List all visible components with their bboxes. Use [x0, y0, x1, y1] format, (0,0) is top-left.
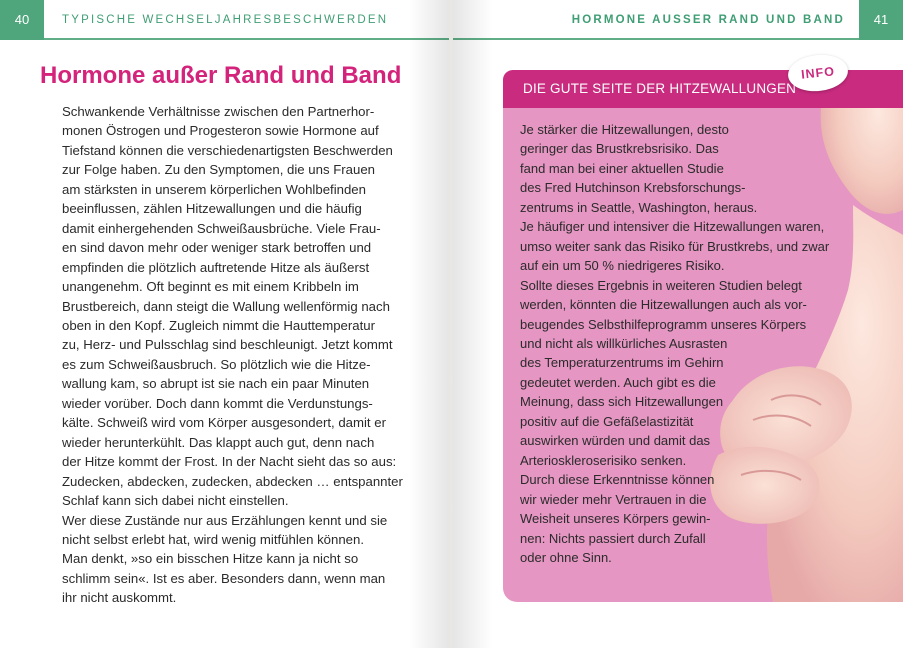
- body-text-line: ihr nicht auskommt.: [62, 590, 177, 606]
- info-text-line: Meinung, dass sich Hitzewallungen: [520, 394, 724, 410]
- body-text-line: schlimm sein«. Ist es aber. Besonders dann, wenn man: [62, 570, 386, 586]
- info-text-line: Sollte dieses Ergebnis in weiteren Studien belegt: [520, 277, 802, 293]
- body-text-line: wallung kam, so abrupt ist sie nach ein paar Minuten: [62, 376, 370, 392]
- info-text-line: des Fred Hutchinson Krebsforschungs-: [520, 180, 746, 196]
- body-text-line: beeinflussen, zählen Hitzewallungen und die häufig: [62, 201, 362, 217]
- body-text-line: Man denkt, »so ein bisschen Hitze kann ja nicht so: [62, 551, 359, 567]
- body-text: [62, 102, 412, 608]
- info-header-title: DIE GUTE SEITE DER HITZEWALLUNGEN: [523, 81, 797, 96]
- chapter-title: Hormone außer Rand und Band: [40, 62, 402, 89]
- gutter-shadow: [453, 0, 493, 648]
- info-text-line: oder ohne Sinn.: [520, 549, 612, 565]
- body-text-line: es zum Schweißausbruch. So plötzlich wie die Hitze-: [62, 356, 371, 372]
- info-text-line: Weisheit unseres Körpers gewin-: [520, 511, 711, 527]
- info-badge-label: INFO: [800, 64, 836, 82]
- left-page-number: 40: [0, 0, 44, 40]
- info-text-line: Je stärker die Hitzewallungen, desto: [520, 122, 729, 137]
- body-text-line: der Hitze kommt der Frost. In der Nacht sieht das so aus:: [62, 454, 397, 470]
- body-text-line: wieder vorüber. Doch dann kommt die Verdunstungs-: [62, 395, 373, 411]
- body-text-line: oben in den Kopf. Zugleich nimmt die Hauttemperatur: [62, 317, 376, 333]
- body-text-line: Schwankende Verhältnisse zwischen den Partnerhor-: [62, 104, 375, 119]
- info-text-line: umso weiter sank das Risiko für Brustkrebs, und zwar: [520, 238, 830, 254]
- info-text-line: fand man bei einer aktuellen Studie: [520, 160, 724, 176]
- left-page: [0, 0, 449, 648]
- body-text-line: monen Östrogen und Progesteron sowie Hormone auf: [62, 123, 379, 139]
- body-text-line: empfinden die plötzlich auftretende Hitze als äußerst: [62, 259, 370, 275]
- body-text-line: damit einhergehenden Schweißausbrüche. Viele Frau-: [62, 220, 381, 236]
- info-text-line: wir wieder mehr Vertrauen in die: [520, 491, 707, 507]
- body-text-line: nicht selbst erlebt hat, wird wenig mitfühlen können.: [62, 531, 365, 547]
- right-page-number: 41: [859, 0, 903, 40]
- body-text-line: Wer diese Zustände nur aus Erzählungen kennt und sie: [62, 512, 388, 528]
- info-text-line: nen: Nichts passiert durch Zufall: [520, 530, 706, 546]
- info-text-line: auf ein um 50 % niedrigeres Risiko.: [520, 258, 725, 274]
- info-text: [520, 120, 850, 567]
- body-text-line: zur Folge haben. Zu den Symptomen, die uns Frauen: [62, 162, 376, 178]
- info-text-line: zentrums in Seattle, Washington, heraus.: [520, 199, 758, 215]
- info-text-line: gedeutet werden. Auch gibt es die: [520, 374, 716, 390]
- info-text-line: beugendes Selbsthilfeprogramm unseres Körpers: [520, 316, 807, 332]
- body-text-line: unangenehm. Oft beginnt es mit einem Kribbeln im: [62, 279, 359, 295]
- info-text-line: Durch diese Erkenntnisse können: [520, 472, 715, 488]
- body-text-line: Zudecken, abdecken, zudecken, abdecken … entspannter: [62, 473, 403, 489]
- right-running-head: HORMONE AUSSER RAND UND BAND: [571, 14, 845, 26]
- body-text-line: Tiefstand können die verschiedenartigsten Beschwerden: [62, 142, 393, 158]
- body-text-line: am stärksten in unserem körperlichen Wohlbefinden: [62, 181, 366, 197]
- left-running-head: TYPISCHE WECHSELJAHRESBESCHWERDEN: [62, 14, 389, 26]
- info-text-line: auswirken würden und damit das: [520, 433, 711, 449]
- body-text-line: zu, Herz- und Pulsschlag sind beschleunigt. Jetzt kommt: [62, 337, 393, 353]
- info-text-line: werden, könnten die Hitzewallungen auch als vor-: [520, 297, 807, 313]
- info-badge: [786, 52, 849, 94]
- body-text-line: en sind davon mehr oder weniger stark betroffen und: [62, 240, 372, 256]
- body-text-line: Schlaf kann sich dabei nicht einstellen.: [62, 493, 289, 509]
- info-text-line: positiv auf die Gefäßelastizität: [520, 413, 694, 429]
- info-text-line: Je häufiger und intensiver die Hitzewallungen waren,: [520, 219, 825, 235]
- info-text-line: und nicht als willkürliches Ausrasten: [520, 335, 728, 351]
- info-text-line: des Temperaturzentrums im Gehirn: [520, 355, 724, 371]
- body-text-line: kälte. Schweiß wird vom Körper ausgesondert, damit er: [62, 415, 386, 431]
- body-text-line: wieder herunterkühlt. Das klappt auch gut, denn nach: [62, 434, 375, 450]
- info-text-line: geringer das Brustkrebsrisiko. Das: [520, 141, 719, 157]
- body-text-line: Brustbereich, dann steigt die Wallung wellenförmig nach: [62, 298, 390, 314]
- gutter-shadow: [409, 0, 449, 648]
- info-text-line: Arterioskleroserisiko senken.: [520, 452, 687, 468]
